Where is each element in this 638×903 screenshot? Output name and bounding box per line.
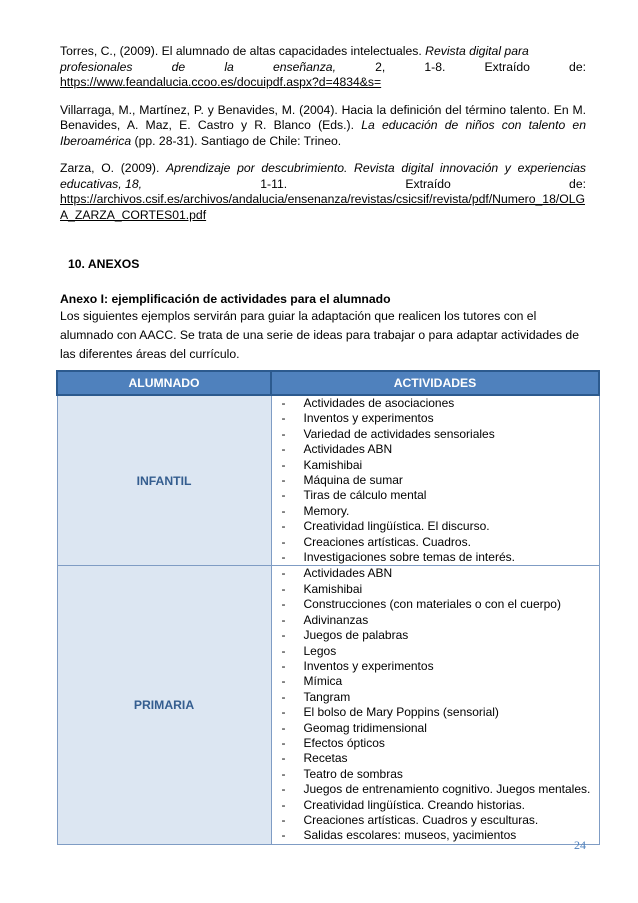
activity-text: El bolso de Mary Poppins (sensorial) bbox=[303, 705, 499, 720]
list-item bbox=[282, 721, 599, 736]
annex-intro: Los siguientes ejemplos servirán para guiar la adaptación que realicen los tutores con el alumnado con AACC. Se trata de una serie de ideas para trabajar o para adaptar actividades de las diferentes áreas del currículo. bbox=[60, 309, 579, 361]
dash-bullet: - bbox=[281, 566, 286, 581]
list-item bbox=[282, 782, 599, 797]
reference-italic: Revista digital para bbox=[425, 44, 529, 58]
level-cell: INFANTIL bbox=[57, 395, 271, 566]
list-item bbox=[282, 597, 599, 612]
reference-italic: Aprendizaje por descubrimiento. Revista digital innovación y experiencias bbox=[166, 161, 586, 175]
activity-text: Juegos de entrenamiento cognitivo. Juegos mentales. bbox=[303, 782, 591, 797]
activity-text: Mímica bbox=[303, 674, 343, 689]
list-item bbox=[282, 736, 599, 751]
activity-text: Recetas bbox=[303, 751, 348, 766]
list-item bbox=[282, 458, 599, 473]
reference-text: Zarza, O. (2009). bbox=[60, 161, 160, 175]
list-item bbox=[282, 690, 599, 705]
list-item bbox=[282, 582, 599, 597]
list-item bbox=[282, 535, 599, 550]
reference-word: enseñanza, bbox=[272, 59, 336, 74]
reference-word: 1-8. bbox=[424, 59, 446, 74]
reference-word: de: bbox=[569, 176, 586, 191]
dash-bullet: - bbox=[281, 457, 286, 472]
activities-table bbox=[56, 370, 600, 845]
activity-text: Creatividad lingüística. El discurso. bbox=[303, 519, 490, 534]
activity-text: Teatro de sombras bbox=[303, 766, 403, 781]
list-item bbox=[282, 705, 599, 720]
dash-bullet: - bbox=[281, 628, 286, 643]
level-cell: PRIMARIA bbox=[57, 566, 271, 844]
activity-text: Tangram bbox=[303, 689, 351, 704]
dash-bullet: - bbox=[281, 751, 286, 766]
reference-text: Torres, C., (2009). El alumnado de altas capacidades intelectuales. bbox=[60, 44, 422, 58]
list-item bbox=[282, 411, 599, 426]
list-item bbox=[282, 396, 599, 411]
activities-cell bbox=[271, 395, 599, 566]
dash-bullet: - bbox=[281, 766, 286, 781]
dash-bullet: - bbox=[281, 581, 286, 596]
activities-cell bbox=[271, 566, 599, 844]
list-item bbox=[282, 798, 599, 813]
activity-text: Investigaciones sobre temas de interés. bbox=[303, 550, 515, 565]
dash-bullet: - bbox=[281, 658, 286, 673]
activity-text: Actividades ABN bbox=[303, 566, 393, 581]
reference-word: educativas, 18, bbox=[60, 176, 142, 191]
activity-text: Kamishibai bbox=[303, 581, 363, 596]
list-item bbox=[282, 813, 599, 828]
dash-bullet: - bbox=[281, 612, 286, 627]
list-item bbox=[282, 751, 599, 766]
list-item bbox=[282, 566, 599, 581]
reference-word: Extraído bbox=[484, 59, 530, 74]
activity-text: Variedad de actividades sensoriales bbox=[303, 426, 495, 441]
reference-link[interactable]: https://archivos.csif.es/archivos/andalucia/ensenanza/revistas/csicsif/revista/pdf/Numero_18/OLGA_ZARZA_CORTES01.pdf bbox=[60, 192, 585, 222]
reference-word: de: bbox=[569, 59, 586, 74]
document-page bbox=[60, 44, 591, 845]
list-item bbox=[282, 442, 599, 457]
dash-bullet: - bbox=[281, 812, 286, 827]
list-item bbox=[282, 674, 599, 689]
activity-text: Máquina de sumar bbox=[303, 473, 403, 488]
list-item bbox=[282, 767, 599, 782]
reference-italic: La educación de niños con talento en Iberoamérica bbox=[60, 118, 586, 148]
table-row bbox=[57, 395, 599, 566]
dash-bullet: - bbox=[281, 442, 286, 457]
dash-bullet: - bbox=[281, 488, 286, 503]
list-item bbox=[282, 473, 599, 488]
page-number: 24 bbox=[574, 838, 586, 852]
reference-zarza bbox=[60, 161, 586, 223]
activity-text: Creaciones artísticas. Cuadros. bbox=[303, 534, 471, 549]
reference-word: Extraído bbox=[405, 176, 451, 191]
activity-text: Salidas escolares: museos, yacimientos bbox=[303, 828, 517, 843]
dash-bullet: - bbox=[281, 503, 286, 518]
activity-text: Juegos de palabras bbox=[303, 628, 409, 643]
annex-title: Anexo I: ejemplificación de actividades para el alumnado bbox=[60, 292, 391, 306]
dash-bullet: - bbox=[281, 411, 286, 426]
activity-text: Tiras de cálculo mental bbox=[303, 488, 427, 503]
table-row bbox=[57, 566, 599, 844]
dash-bullet: - bbox=[281, 643, 286, 658]
activity-text: Adivinanzas bbox=[303, 612, 369, 627]
dash-bullet: - bbox=[281, 689, 286, 704]
activity-text: Actividades ABN bbox=[303, 442, 393, 457]
activity-text: Actividades de asociaciones bbox=[303, 396, 455, 410]
reference-villarraga bbox=[60, 103, 586, 150]
reference-text: (pp. 28-31). Santiago de Chile: Trineo. bbox=[134, 133, 342, 148]
dash-bullet: - bbox=[281, 519, 286, 534]
list-item bbox=[282, 427, 599, 442]
dash-bullet: - bbox=[281, 797, 286, 812]
dash-bullet: - bbox=[281, 674, 286, 689]
activity-text: Creaciones artísticas. Cuadros y esculturas. bbox=[303, 812, 539, 827]
reference-word: 2, bbox=[375, 59, 386, 74]
dash-bullet: - bbox=[281, 735, 286, 750]
reference-link[interactable]: https://www.feandalucia.ccoo.es/docuipdf.aspx?d=4834&s= bbox=[60, 75, 382, 89]
activity-text: Creatividad lingüística. Creando historias. bbox=[303, 797, 525, 812]
activities-list bbox=[282, 396, 599, 565]
reference-word: profesionales bbox=[60, 59, 133, 74]
list-item bbox=[282, 659, 599, 674]
list-item bbox=[282, 519, 599, 534]
activity-text: Geomag tridimensional bbox=[303, 720, 427, 735]
activity-text: Inventos y experimentos bbox=[303, 411, 434, 426]
dash-bullet: - bbox=[281, 473, 286, 488]
list-item bbox=[282, 644, 599, 659]
dash-bullet: - bbox=[281, 705, 286, 720]
activity-text: Legos bbox=[303, 643, 337, 658]
reference-text: Villarraga, M., Martínez, P. y Benavides, M. (2004). Hacia la definición del término talento. En M. Benavides, A. Maz, E. Castro y R. Blanco (Eds.). bbox=[60, 102, 586, 132]
header-actividades: ACTIVIDADES bbox=[271, 371, 599, 395]
activities-list bbox=[282, 566, 599, 843]
list-item bbox=[282, 550, 599, 565]
table-header-row bbox=[57, 371, 599, 395]
reference-word: 1-11. bbox=[260, 176, 288, 191]
list-item bbox=[282, 613, 599, 628]
dash-bullet: - bbox=[281, 396, 286, 410]
reference-justified-row bbox=[60, 177, 586, 193]
reference-torres bbox=[60, 44, 586, 91]
section-title: 10. ANEXOS bbox=[68, 257, 140, 271]
dash-bullet: - bbox=[281, 597, 286, 612]
list-item bbox=[282, 504, 599, 519]
dash-bullet: - bbox=[281, 550, 286, 565]
activity-text: Kamishibai bbox=[303, 457, 363, 472]
reference-word: la bbox=[224, 59, 234, 74]
header-alumnado: ALUMNADO bbox=[57, 371, 271, 395]
reference-word: de bbox=[171, 59, 186, 74]
list-item bbox=[282, 628, 599, 643]
dash-bullet: - bbox=[281, 426, 286, 441]
dash-bullet: - bbox=[281, 828, 286, 843]
activity-text: Inventos y experimentos bbox=[303, 658, 434, 673]
activity-text: Construcciones (con materiales o con el cuerpo) bbox=[303, 597, 561, 612]
activity-text: Memory. bbox=[303, 503, 350, 518]
activity-text: Efectos ópticos bbox=[303, 735, 385, 750]
list-item bbox=[282, 488, 599, 503]
reference-justified-row bbox=[60, 60, 586, 76]
dash-bullet: - bbox=[281, 720, 286, 735]
dash-bullet: - bbox=[281, 534, 286, 549]
dash-bullet: - bbox=[281, 782, 286, 797]
